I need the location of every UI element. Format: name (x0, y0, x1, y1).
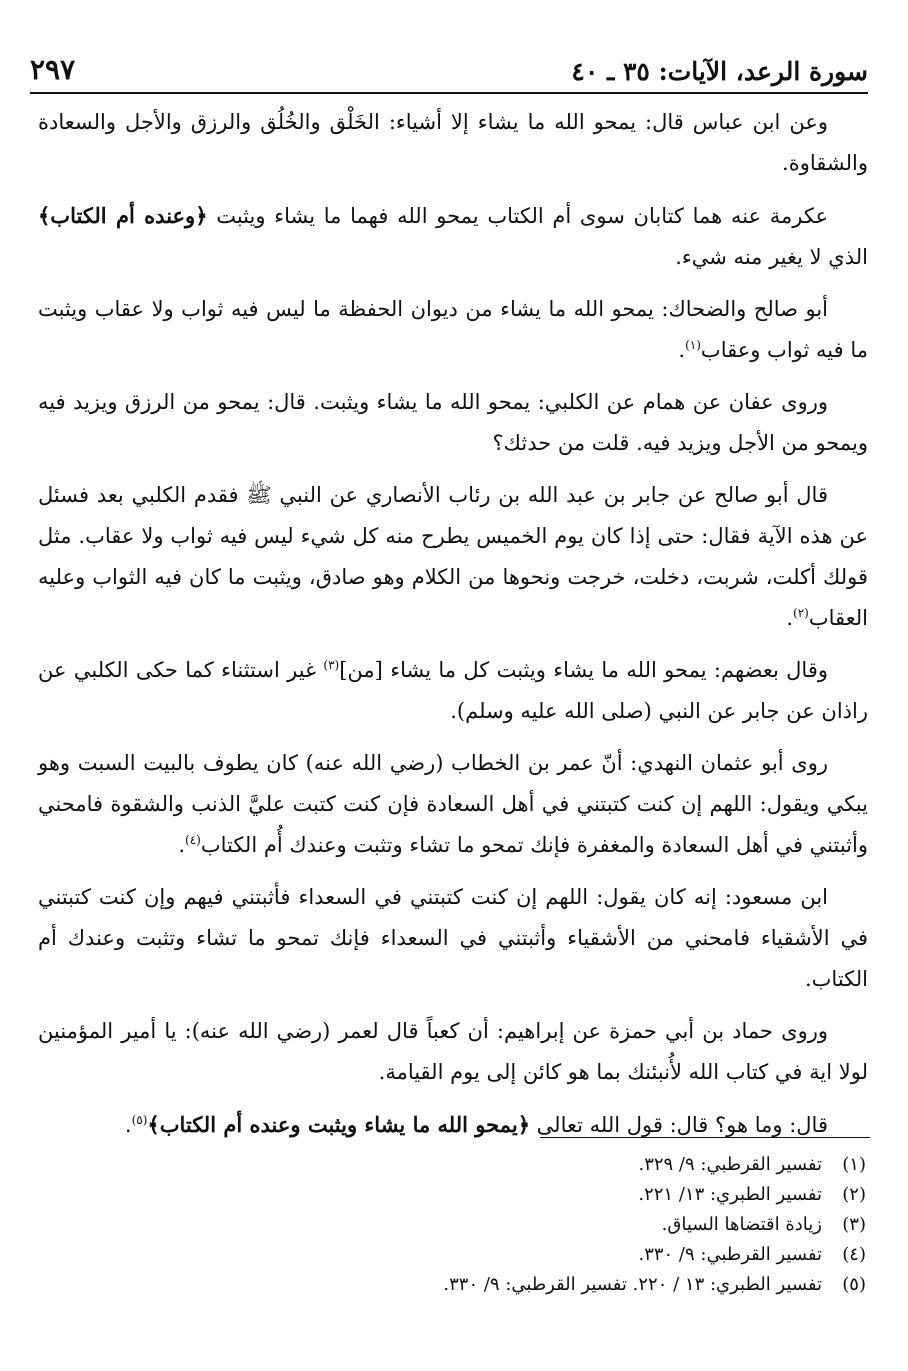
paragraph (38, 475, 868, 639)
paragraph-text: وروى حماد بن أبي حمزة عن إبراهيم: أن كعباً قال لعمر (رضي الله عنه): يا أمير المؤمنين لولا اية في كتاب الله لأُنبئنك بما هو كائن إلى يوم القيامة. (38, 1019, 868, 1084)
footnote-number: (٤) (842, 1244, 866, 1265)
paragraph (38, 650, 868, 732)
footnote-ref[interactable]: (٥) (131, 1113, 148, 1127)
paragraph-text: وقال بعضهم: يمحو الله ما يشاء ويثبت كل ما يشاء [من] (339, 658, 828, 682)
footnote-text: تفسير الطبري: ١٣/ ٢٢١. (638, 1184, 822, 1205)
paragraph-text: وعن ابن عباس قال: يمحو الله ما يشاء إلا أشياء: الخَلْق والخُلُق والرزق والأجل والسعادة والشقاوة. (38, 110, 868, 175)
paragraph (38, 1104, 868, 1146)
paragraph (38, 877, 868, 1000)
footnote-number: (٢) (842, 1184, 866, 1205)
paragraph-text: الذي لا يغير منه شيء. (675, 245, 868, 269)
paragraph (38, 1011, 868, 1093)
footnote (38, 1180, 866, 1210)
paragraph-text: . (678, 338, 686, 362)
page-header (30, 36, 868, 94)
paragraph (38, 102, 868, 184)
footnote-number: (١) (842, 1154, 866, 1175)
quran-quote: ﴿يمحو الله ما يشاء ويثبت وعنده أم الكتاب﴾ (147, 1112, 530, 1137)
paragraph-text: روى أبو عثمان النهدي: أنّ عمر بن الخطاب (رضي الله عنه) كان يطوف بالبيت السبت وهو يبكي ويقول: اللهم إن كنت كتبتني في أهل السعادة فإن كنت كتبت عليَّ الذنب والشقوة فامحني وأثبتني في أهل السعادة والمغفرة فإنك تمحو ما تشاء وتثبت وعندك أُم الكتاب (38, 751, 868, 857)
footnote-text: زيادة اقتضاها السياق. (661, 1214, 822, 1235)
footnote-text: تفسير الطبري: ١٣ / ٢٢٠. تفسير القرطبي: ٩/ ٣٣٠. (443, 1274, 822, 1295)
main-text (38, 102, 868, 1157)
footnote (38, 1210, 866, 1240)
footnote-text: تفسير القرطبي: ٩/ ٣٣٠. (638, 1244, 822, 1265)
footnote-number: (٣) (842, 1214, 866, 1235)
footnote-ref[interactable]: (٢) (793, 606, 809, 620)
footnote (38, 1240, 866, 1270)
paragraph (38, 289, 868, 371)
page-number: ٢٩٧ (30, 53, 76, 86)
paragraph (38, 743, 868, 866)
paragraph-text: عكرمة عنه هما كتابان سوى أم الكتاب يمحو الله فهما ما يشاء ويثبت (207, 204, 829, 228)
paragraph-text: وروى عفان عن همام عن الكلبي: يمحو الله ما يشاء ويثبت. قال: يمحو من الرزق ويزيد فيه ويمحو من الأجل ويزيد فيه. قلت من حدثك؟ (38, 390, 868, 455)
paragraph-text: أبو صالح والضحاك: يمحو الله ما يشاء من ديوان الحفظة ما ليس فيه ثواب ولا عقاب ويثبت ما فيه ثواب وعقاب (38, 297, 868, 362)
paragraph-text: . (178, 833, 185, 857)
footnote-divider (540, 1137, 870, 1138)
paragraph-text: . (786, 606, 794, 630)
paragraph-text: قال: وما هو؟ قال: قول الله تعالى (530, 1113, 828, 1137)
footnote-text: تفسير القرطبي: ٩/ ٣٢٩. (638, 1154, 822, 1175)
footnote-number: (٥) (842, 1274, 866, 1295)
paragraph-text: . (124, 1113, 132, 1137)
footnote (38, 1150, 866, 1180)
paragraph (38, 195, 868, 278)
footnote-ref[interactable]: (٣) (323, 658, 340, 672)
footnotes (38, 1150, 866, 1300)
running-title: سورة الرعد، الآيات: ٣٥ ـ ٤٠ (571, 57, 868, 86)
paragraph-text: ابن مسعود: إنه كان يقول: اللهم إن كنت كتبتني في السعداء فأثبتني فيهم وإن كنت كتبتني في الأشقياء فامحني من الأشقياء وأثبتني في السعداء فإنك تمحو ما تشاء وتثبت وعندك أم الكتاب. (38, 885, 868, 991)
footnote-ref[interactable]: (٤) (185, 833, 201, 847)
paragraph (38, 382, 868, 464)
footnote (38, 1270, 866, 1300)
quran-quote: ﴿وعنده أم الكتاب﴾ (38, 203, 208, 228)
paragraph-text: غير استثناء كما حكى الكلبي عن راذان عن جابر عن النبي (صلى الله عليه وسلم). (38, 658, 868, 723)
footnote-ref[interactable]: (١) (685, 338, 701, 352)
paragraph-text: قال أبو صالح عن جابر بن عبد الله بن رئاب الأنصاري عن النبي ﷺ فقدم الكلبي بعد فسئل عن هذه الآية فقال: حتى إذا كان يوم الخميس يطرح منه كل شيء ليس فيه ثواب ولا عقاب. مثل قولك أكلت، شربت، دخلت، خرجت ونحوها من الكلام وهو صادق، ويثبت ما كان فيه الثواب وعليه العقاب (38, 483, 868, 630)
